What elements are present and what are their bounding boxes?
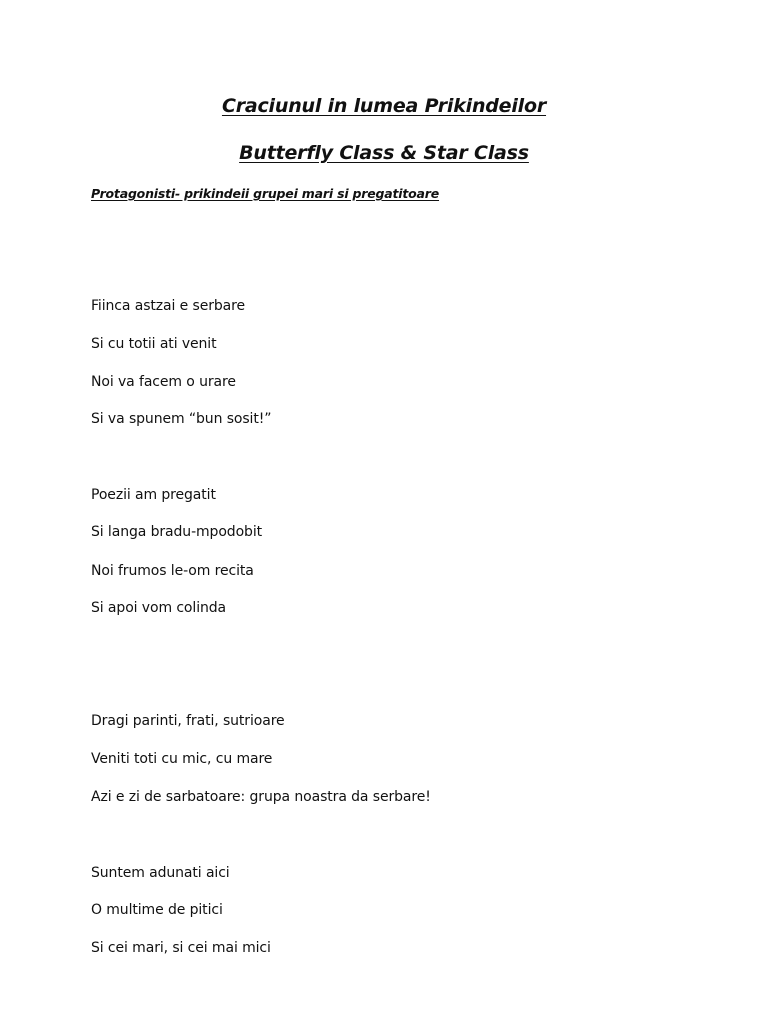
poem-line: Si langa bradu-mpodobit — [91, 524, 263, 540]
poem-line: O multime de pitici — [91, 902, 223, 918]
document-subtitle: Butterfly Class & Star Class — [239, 142, 529, 164]
poem-line: Poezii am pregatit — [91, 487, 216, 503]
poem-line: Si apoi vom colinda — [91, 600, 227, 616]
poem-line: Si cei mari, si cei mai mici — [91, 940, 271, 956]
poem-line: Veniti toti cu mic, cu mare — [91, 751, 273, 767]
poem-line: Si cu totii ati venit — [91, 336, 217, 352]
poem-line: Azi e zi de sarbatoare: grupa noastra da serbare! — [91, 789, 431, 805]
document-title: Craciunul in lumea Prikindeilor — [221, 95, 547, 117]
poem-line: Noi va facem o urare — [91, 374, 236, 390]
poem-line: Fiinca astzai e serbare — [91, 298, 245, 314]
poem-line: Suntem adunati aici — [91, 865, 230, 881]
poem-line: Dragi parinti, frati, sutrioare — [91, 713, 285, 729]
poem-line: Noi frumos le-om recita — [91, 563, 254, 579]
poem-line: Si va spunem “bun sosit!” — [91, 411, 272, 427]
protagonists-heading: Protagonisti- prikindeii grupei mari si pregatitoare — [91, 186, 440, 201]
